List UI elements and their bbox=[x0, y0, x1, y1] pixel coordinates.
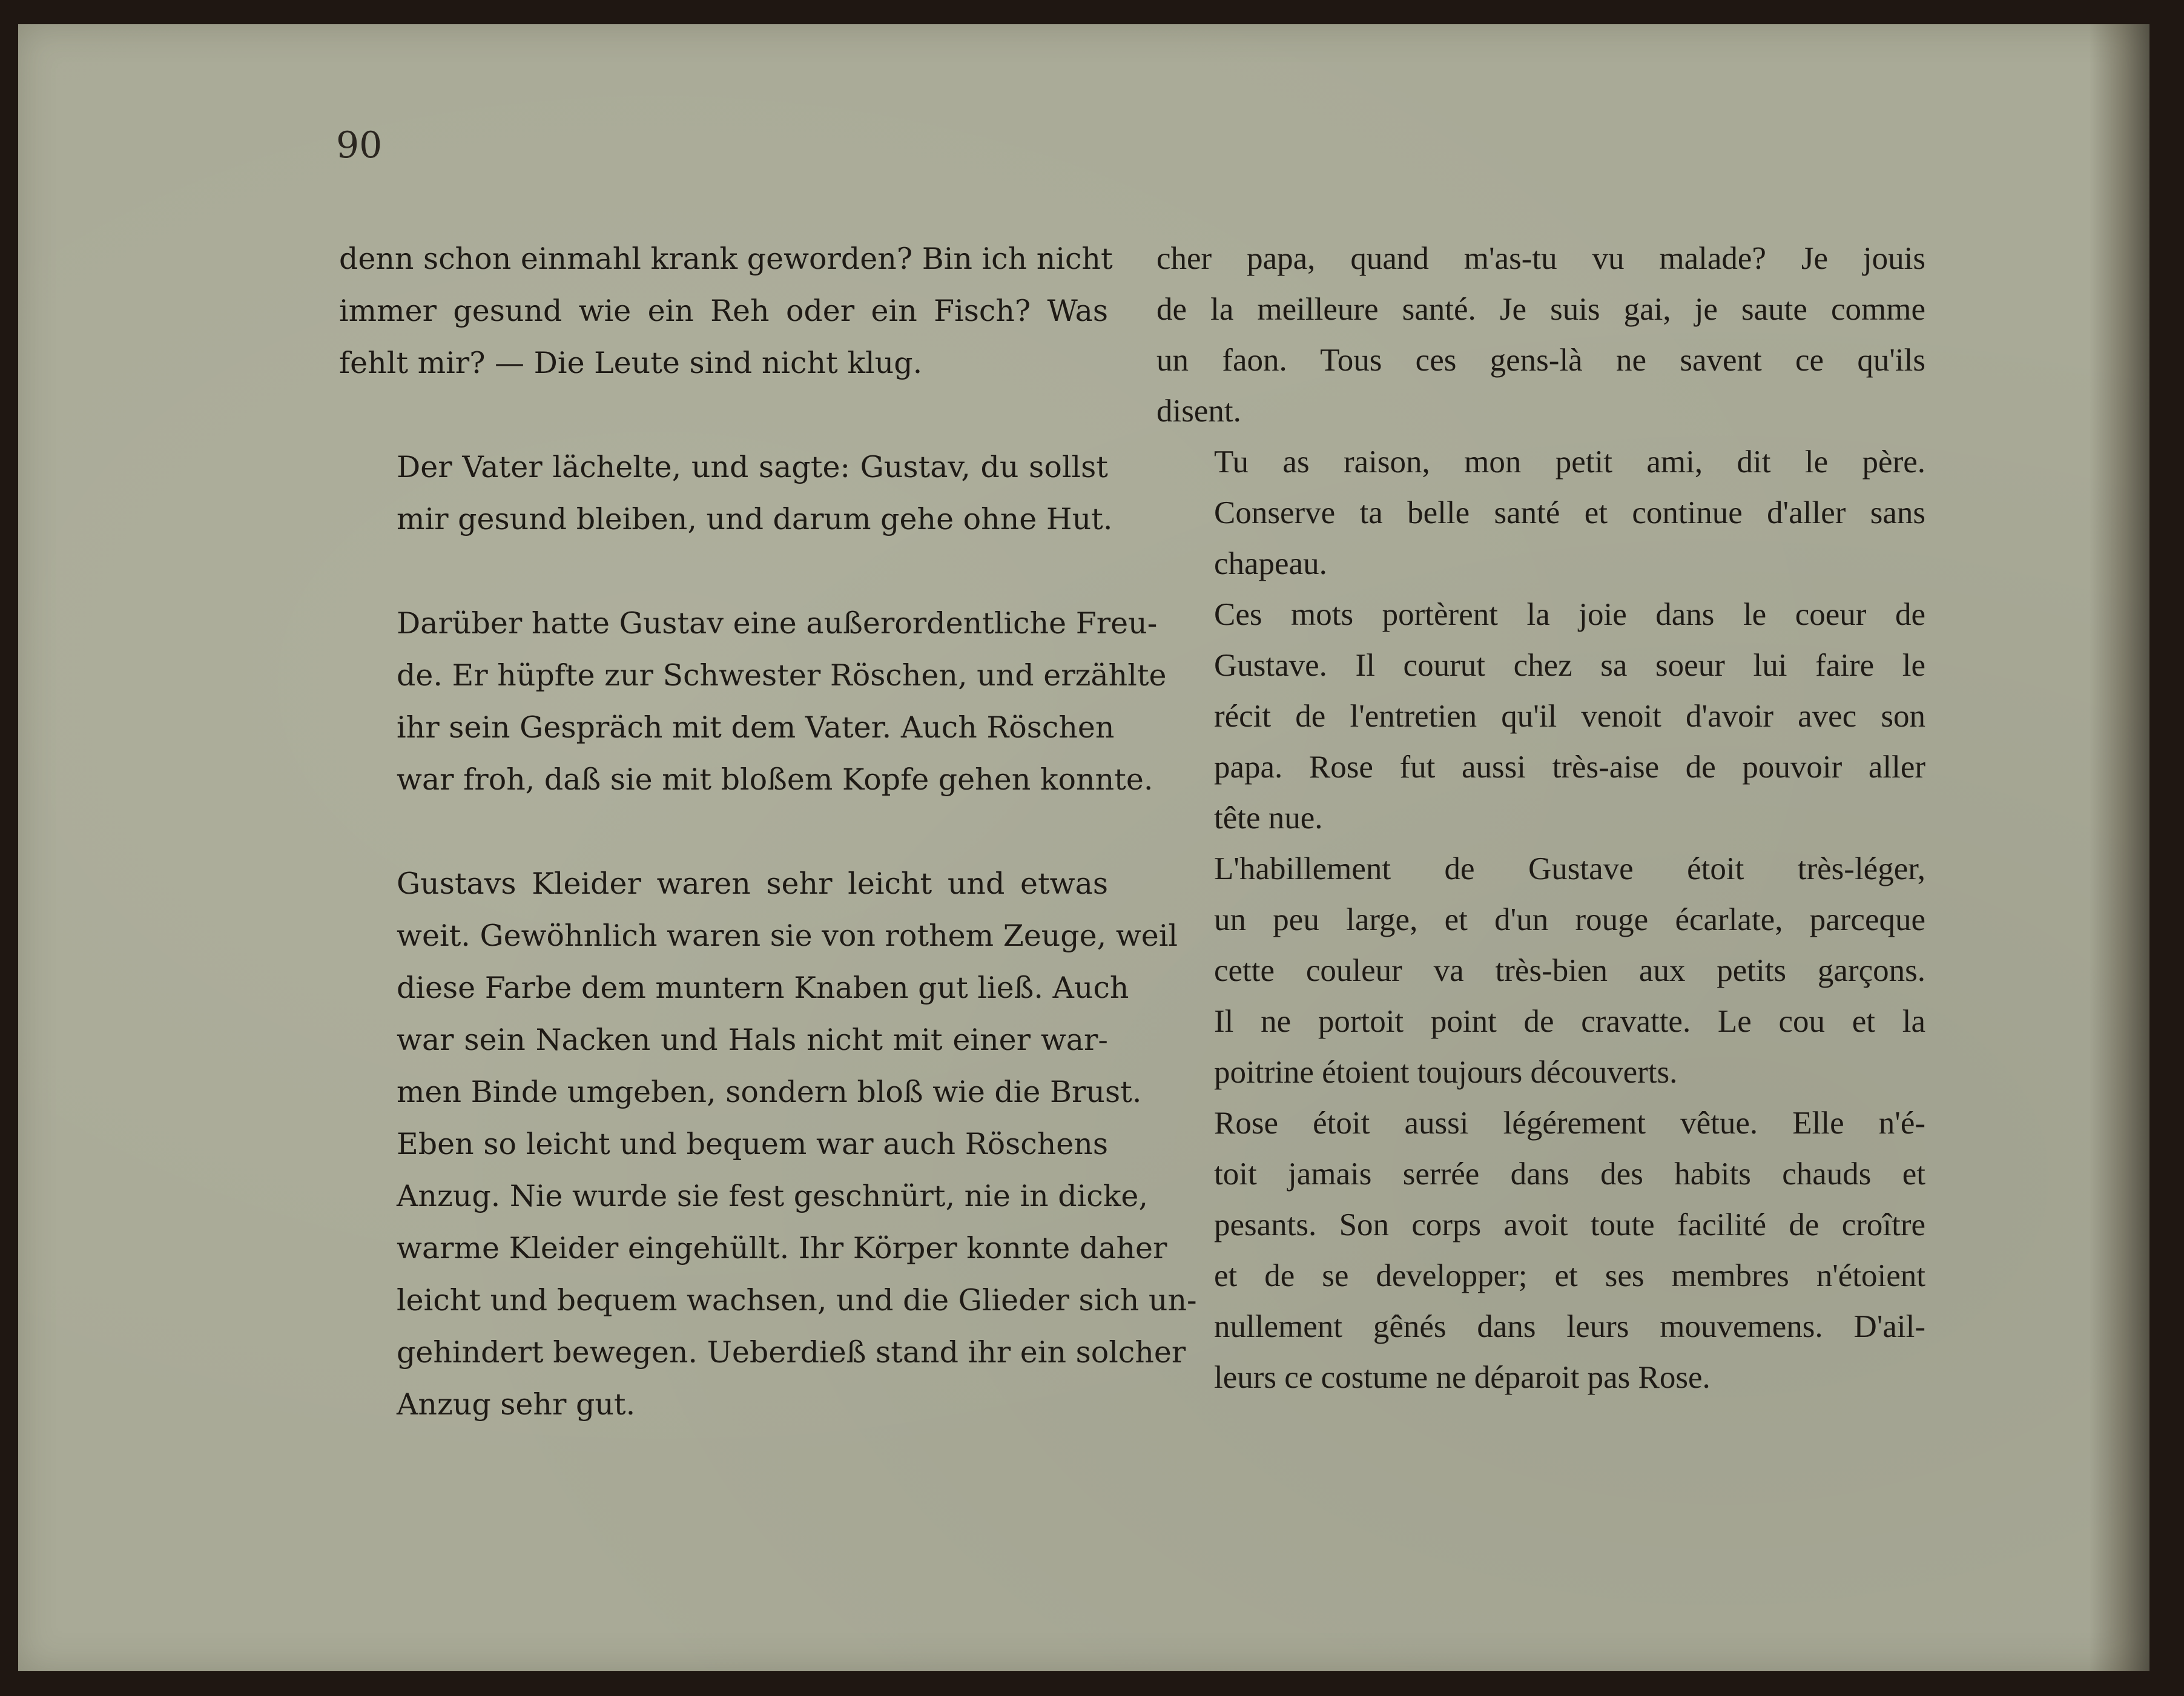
text-line: toit jamais serrée dans des habits chauds et bbox=[1214, 1157, 1925, 1192]
text-line: récit de l'entretien qu'il venoit d'avoir avec son bbox=[1214, 699, 1925, 734]
text-line: Eben so leicht und bequem war auch Röschens bbox=[397, 1127, 1108, 1161]
page-number: 90 bbox=[336, 124, 383, 167]
german-text-column bbox=[339, 233, 1197, 1431]
text-line: Darüber hatte Gustav eine außerordentliche Freu- bbox=[397, 606, 1158, 641]
french-paragraph bbox=[1156, 437, 1925, 589]
german-paragraph bbox=[339, 858, 1178, 1118]
text-line: Ces mots portèrent la joie dans le coeur de bbox=[1214, 597, 1925, 632]
text-line: Rose étoit aussi légérement vêtue. Elle n'é- bbox=[1214, 1106, 1925, 1141]
text-line: ihr sein Gespräch mit dem Vater. Auch Röschen bbox=[397, 710, 1115, 745]
text-line: poitrine étoient toujours découverts. bbox=[1214, 1055, 1678, 1090]
text-line: cher papa, quand m'as-tu vu malade? Je jouis bbox=[1156, 241, 1925, 276]
french-paragraph bbox=[1156, 843, 1925, 1098]
text-line: fehlt mir? — Die Leute sind nicht klug. bbox=[339, 346, 923, 380]
text-line: disent. bbox=[1156, 394, 1241, 429]
text-line: pesants. Son corps avoit toute facilité de croître bbox=[1214, 1207, 1925, 1242]
text-line: Tu as raison, mon petit ami, dit le père. bbox=[1214, 444, 1925, 480]
text-line: de. Er hüpfte zur Schwester Röschen, und erzählte bbox=[397, 658, 1167, 693]
text-line: war froh, daß sie mit bloßem Kopfe gehen konnte. bbox=[397, 762, 1153, 797]
text-line: denn schon einmahl krank geworden? Bin ich nicht bbox=[339, 242, 1113, 276]
text-line: tête nue. bbox=[1214, 800, 1323, 836]
german-paragraph bbox=[339, 598, 1167, 806]
text-line: Gustave. Il courut chez sa soeur lui faire le bbox=[1214, 648, 1925, 683]
french-text-column bbox=[1156, 233, 1925, 1403]
text-line: Conserve ta belle santé et continue d'aller sans bbox=[1214, 495, 1925, 530]
text-line: papa. Rose fut aussi très-aise de pouvoir aller bbox=[1214, 750, 1925, 785]
text-line: Gustavs Kleider waren sehr leicht und etwas bbox=[397, 866, 1108, 901]
text-line: leicht und bequem wachsen, und die Glieder sich un- bbox=[397, 1283, 1197, 1318]
french-paragraph bbox=[1156, 1098, 1925, 1403]
text-line: L'habillement de Gustave étoit très-léger, bbox=[1214, 851, 1925, 886]
text-line: weit. Gewöhnlich waren sie von rothem Zeuge, weil bbox=[397, 919, 1178, 953]
german-paragraph bbox=[339, 441, 1113, 546]
text-line: Anzug. Nie wurde sie fest geschnürt, nie in dicke, bbox=[397, 1179, 1149, 1213]
text-line: leurs ce costume ne déparoit pas Rose. bbox=[1214, 1360, 1711, 1395]
text-line: nullement gênés dans leurs mouvemens. D'ail- bbox=[1214, 1309, 1925, 1344]
text-line: et de se developper; et ses membres n'étoient bbox=[1214, 1258, 1925, 1293]
french-paragraph bbox=[1156, 233, 1925, 437]
german-paragraph bbox=[339, 1118, 1197, 1431]
text-line: Il ne portoit point de cravatte. Le cou et la bbox=[1214, 1004, 1925, 1039]
text-line: de la meilleure santé. Je suis gai, je saute comme bbox=[1156, 292, 1925, 327]
book-page bbox=[18, 24, 2149, 1671]
text-line: gehindert bewegen. Ueberdieß stand ihr ein solcher bbox=[397, 1335, 1186, 1370]
text-line: un peu large, et d'un rouge écarlate, parceque bbox=[1214, 902, 1925, 937]
text-line: immer gesund wie ein Reh oder ein Fisch? Was bbox=[339, 294, 1108, 328]
text-line: Der Vater lächelte, und sagte: Gustav, du sollst bbox=[397, 450, 1108, 484]
german-paragraph bbox=[339, 233, 1113, 389]
text-line: un faon. Tous ces gens-là ne savent ce qu'ils bbox=[1156, 343, 1925, 378]
text-line: warme Kleider eingehüllt. Ihr Körper konnte daher bbox=[397, 1231, 1167, 1265]
french-paragraph bbox=[1156, 589, 1925, 843]
text-line: diese Farbe dem muntern Knaben gut ließ. Auch bbox=[397, 971, 1129, 1005]
text-line: Anzug sehr gut. bbox=[397, 1387, 636, 1422]
text-line: war sein Nacken und Hals nicht mit einer war- bbox=[397, 1023, 1108, 1057]
text-line: chapeau. bbox=[1214, 546, 1327, 581]
text-line: men Binde umgeben, sondern bloß wie die Brust. bbox=[397, 1075, 1142, 1109]
text-line: cette couleur va très-bien aux petits garçons. bbox=[1214, 953, 1925, 988]
page-gutter-shadow bbox=[2089, 24, 2149, 1671]
text-line: mir gesund bleiben, und darum gehe ohne Hut. bbox=[397, 502, 1113, 536]
